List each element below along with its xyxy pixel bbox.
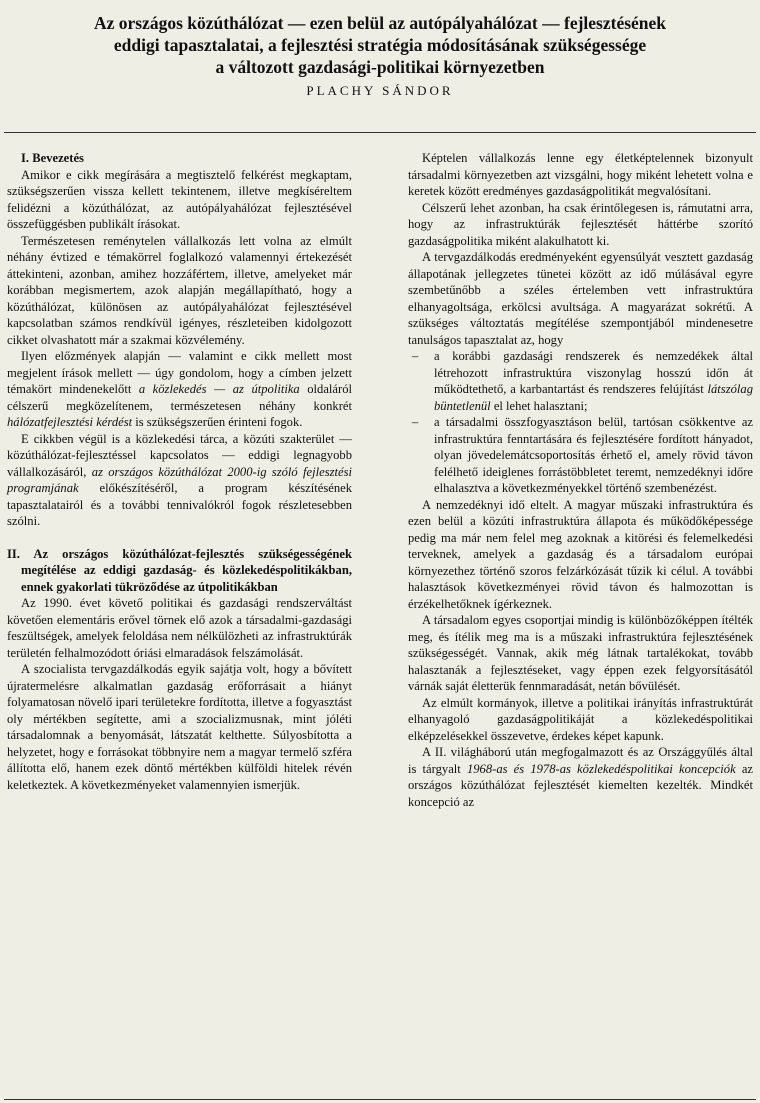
text-run: is szükségszerűen érinteni fogok. bbox=[132, 415, 303, 429]
author-name: PLACHY SÁNDOR bbox=[306, 83, 454, 98]
section-heading-2: II. Az országos közúthálózat-fejlesztés szükségességének megítélése az eddigi gazdaság- és közlekedéspolitikákban, ennek gyakorlati tükröződése az útpolitikákban bbox=[7, 546, 352, 594]
paragraph bbox=[7, 431, 352, 530]
dash-list bbox=[408, 348, 753, 497]
italic-run: 1968-as és 1978-as közlekedéspolitikai koncepciók bbox=[466, 761, 736, 776]
text-run: E cikkben végül is a közlekedési tárca, a közúti szakterület — közúthálózat-fejlesztéssel kapcsolatos — eddigi legnagyobb vállalkozásáról, bbox=[7, 431, 352, 479]
italic-run: látszólag büntetlenül bbox=[434, 382, 753, 413]
article-header bbox=[0, 12, 760, 99]
text-run: A II. világháború után megfogalmazott és az Országgyűlés által is tárgyalt bbox=[408, 745, 753, 776]
paragraph: A társadalom egyes csoportjai mindig is különbözőképpen ítélték meg, és ítélik meg ma is a műszaki infrastruktúra fejlesztésének szükségességét. Vannak, akik még látnak tartalékokat, tovább halasztanák a fejlesztéseket, vagy éppen ezek felgyorsításától várnák saját életterük fennmaradását, netán bővülését. bbox=[408, 613, 753, 693]
paragraph: A szocialista tervgazdálkodás egyik sajátja volt, hogy a bővített újratermelésre alkalmatlan gazdaság erőforrásait a hiányt folyamatosan növelő ipari területekre fordította, illetve a fogyasztást oly mértékben segítette, ami a szocializmusnak, mint jóléti társadalomnak a benyomását, látszatát kelthette. Súlyosbította a helyzetet, hogy e forrásokat többnyire nem a magyar termelő szféra állította elő, hanem ezek döntő mértékben külföldi hitelek révén keletkeztek. A következményeket valamennyien ismerjük. bbox=[7, 662, 352, 792]
paragraph bbox=[408, 744, 753, 810]
right-column bbox=[408, 150, 753, 810]
paragraph: Képtelen vállalkozás lenne egy életképtelennek bizonyult társadalmi környezetben azt vizsgálni, hogy miként lehetett volna e keretek között eredményes gazdaságpolitikát megvalósítani. bbox=[408, 151, 753, 198]
italic-run: hálózatfejlesztési kérdést bbox=[7, 415, 133, 429]
text-run: Ilyen előzmények alapján — valamint e cikk mellett most megjelent írások mellett — úgy gondolom, hogy a címben jelzett témakört mindenekelőtt bbox=[7, 349, 352, 396]
paragraph: Az elmúlt kormányok, illetve a politikai irányítás infrastruktúrát elhanyagoló gazdaságpolitikáját a közlekedéspolitikai elképzelésekkel összevetve, érdekes képet kapunk. bbox=[408, 695, 753, 743]
header-divider bbox=[4, 132, 756, 133]
text-run: az országos közúthálózat fejlesztését kiemelten kezelték. Mindkét koncepció az bbox=[408, 761, 754, 809]
section-heading-1: I. Bevezetés bbox=[21, 151, 84, 165]
paragraph bbox=[7, 348, 352, 431]
paragraph: Amikor e cikk megírására a megtisztelő felkérést megkaptam, szükségszerűen vissza kellett tekintenem, illetve megkíséreltem felidézni a közúthálózat, az autópályahálózat fejlesztésével összefüggésben publikált írásokat. bbox=[7, 167, 352, 231]
title-line-3: a változott gazdasági-politikai környezetben bbox=[215, 57, 545, 77]
paragraph: A nemzedéknyi idő eltelt. A magyar műszaki infrastruktúra és ezen belül a közúti infrastruktúra állapota és működőképessége pedig ma már nem felel meg azoknak a kitörési és felemelkedési terveknek, amelyek a gazdaság és a társadalom európai környezethez történő szoros felzárkózását tűzik ki célul. A további halasztások következményei rövid távon és halmozottan is érzékelhetőknek ígérkeznek. bbox=[408, 497, 753, 611]
article-title bbox=[0, 12, 760, 78]
title-line-2: eddigi tapasztalatai, a fejlesztési stratégia módosításának szükségessége bbox=[113, 35, 647, 55]
italic-run: a közlekedés — az útpolitika bbox=[138, 382, 300, 396]
footer-divider bbox=[4, 1099, 756, 1100]
text-run: el lehet halasztani; bbox=[490, 398, 588, 413]
left-column bbox=[7, 150, 352, 793]
paragraph: Természetesen reménytelen vállalkozás lett volna az elmúlt néhány évtized e témakörrel foglalkozó valamennyi értekezését áttekinteni, azonban, amihez hozzáfértem, illetve, amelyeket már korábban megismertem, azok alapján megállapítható, hogy a közúthálózat, különösen az autópályahálózat fejlesztésével kapcsolatban számos rendkívül igényes, részleteiben kidolgozott cikket olvashatott már a szakmai közvélemény. bbox=[7, 233, 352, 347]
text-run: a korábbi gazdasági rendszerek és nemzedékek által létrehozott infrastruktúra viszonylag hosszú időn át működtethető, a karbantartást és rendszeres felújítást bbox=[434, 349, 753, 396]
text-run: előkészítéséről, a program készítésének tapasztalatairól és a további tennivalókról fogok részletesebben szólni. bbox=[7, 481, 352, 528]
dash-bullet-icon: – bbox=[412, 415, 419, 429]
list-item bbox=[408, 348, 753, 414]
text-run: oldaláról célszerű megközelítenem, természetesen néhány konkrét bbox=[7, 382, 352, 413]
paragraph: A tervgazdálkodás eredményeként egyensúlyát vesztett gazdaság állapotának jellegzetes tünetei között az idő múlásával egyre szembetűnőbb a széles értelemben vett infrastruktúra elhanyagoltsága, erkölcsi avultsága. A magyarázat sokrétű. A szükséges változtatás megítélése szempontjából mindenesetre tanulságos tapasztalat az, hogy bbox=[408, 250, 753, 347]
paragraph: Az 1990. évet követő politikai és gazdasági rendszerváltást követően elementáris erővel törnek elő azok a társadalmi-gazdasági feszültségek, amelyek feloldása nem nélkülözheti az infrastruktúrák területén felhalmozódott óriási elmaradások felszámolását. bbox=[7, 596, 352, 660]
list-item bbox=[408, 414, 753, 497]
paragraph: Célszerű lehet azonban, ha csak érintőlegesen is, rámutatni arra, hogy az infrastruktúrák fejlesztését háttérbe szorító gazdaságpolitika miként alakulhatott ki. bbox=[408, 200, 753, 248]
dash-bullet-icon: – bbox=[412, 349, 419, 363]
text-run: a társadalmi összfogyasztáson belül, tartósan csökkentve az infrastruktúra fenntartására és fejlesztésére fordított hányadot, olyan jövedelemátcsoportosítás érhető el, amely rövid távon felélhető ideiglenes forrástöbbletet teremt, nemzedéknyi időre elhalasztva a következményekkel történő szembenézést. bbox=[434, 415, 753, 495]
italic-run: az országos közúthálózat 2000-ig szóló fejlesztési programjának bbox=[7, 464, 352, 495]
title-line-1: Az országos közúthálózat — ezen belül az autópályahálózat — fejlesztésének bbox=[93, 13, 667, 33]
